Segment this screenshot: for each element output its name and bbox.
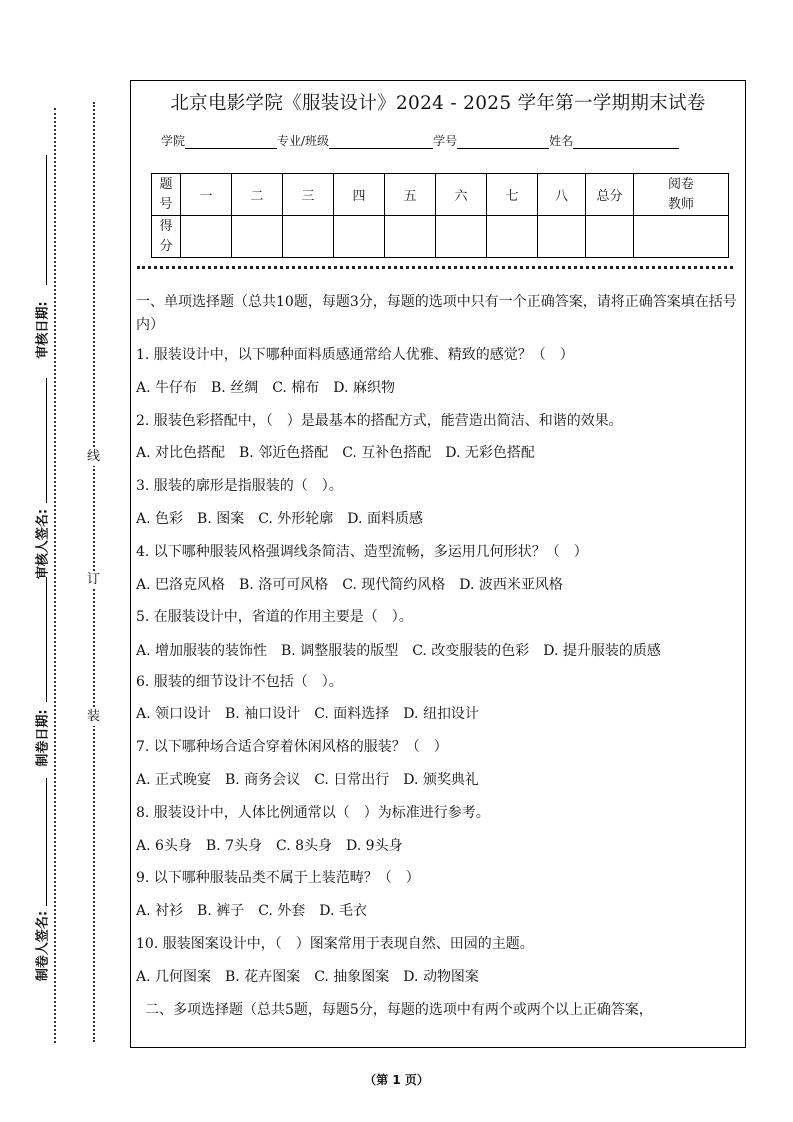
score-table-score-row bbox=[152, 216, 729, 258]
score-col-3: 三 bbox=[283, 174, 334, 216]
section1-heading: 一、单项选择题（总共10题，每题3分，每题的选项中只有一个正确答案，请将正确答案填在括号内） bbox=[136, 294, 737, 333]
paper-maker-signature-underline bbox=[46, 778, 47, 906]
dotted-separator bbox=[137, 266, 733, 269]
score-col-1: 一 bbox=[181, 174, 232, 216]
exam-title: 北京电影学院《服装设计》2024 - 2025 学年第一学期期末试卷 bbox=[170, 93, 706, 114]
score-cell-5[interactable] bbox=[385, 216, 436, 258]
question-5: 5. 在服装设计中，省道的作用主要是（ ）。 bbox=[136, 609, 413, 626]
exam-content bbox=[136, 291, 738, 1020]
binding-bind-char: 订 bbox=[87, 572, 101, 587]
question-9-options: A. 衬衫 B. 裤子 C. 外套 D. 毛衣 bbox=[136, 903, 367, 920]
question-3-options: A. 色彩 B. 图案 C. 外形轮廓 D. 面料质感 bbox=[136, 510, 423, 527]
binding-dotted-line-outer bbox=[54, 108, 56, 1043]
score-cell-8[interactable] bbox=[538, 216, 586, 258]
score-table-row1-label: 题 号 bbox=[152, 174, 181, 216]
score-table-row2-label: 得 分 bbox=[152, 216, 181, 258]
score-col-7: 七 bbox=[487, 174, 538, 216]
name-label: 姓名 bbox=[549, 134, 574, 148]
student-info-row bbox=[161, 132, 679, 149]
score-col-4: 四 bbox=[334, 174, 385, 216]
question-10-options: A. 几何图案 B. 花卉图案 C. 抽象图案 D. 动物图案 bbox=[136, 968, 479, 985]
question-4: 4. 以下哪种服装风格强调线条简洁、造型流畅，多运用几何形状？（ ） bbox=[136, 543, 588, 560]
paper-date-label: 制卷日期: bbox=[35, 709, 51, 767]
score-cell-total[interactable] bbox=[586, 216, 634, 258]
question-6: 6. 服装的细节设计不包括（ ）。 bbox=[136, 673, 343, 690]
question-8-options: A. 6头身 B. 7头身 C. 8头身 D. 9头身 bbox=[136, 837, 403, 854]
major-class-field[interactable] bbox=[329, 134, 433, 149]
question-10: 10. 服装图案设计中，（ ）图案常用于表现自然、田园的主题。 bbox=[136, 936, 534, 953]
paper-date-underline bbox=[46, 577, 47, 702]
section2-heading: 二、多项选择题（总共5题，每题5分，每题的选项中有两个或两个以上正确答案， bbox=[145, 1001, 653, 1018]
reviewer-signature-label: 审核人签名: bbox=[35, 508, 51, 580]
binding-install-char: 装 bbox=[87, 709, 101, 724]
score-col-2: 二 bbox=[232, 174, 283, 216]
binding-line-char: 线 bbox=[87, 449, 101, 464]
question-2-options: A. 对比色搭配 B. 邻近色搭配 C. 互补色搭配 D. 无彩色搭配 bbox=[136, 445, 535, 462]
question-8: 8. 服装设计中，人体比例通常以（ ）为标准进行参考。 bbox=[136, 804, 490, 821]
question-7-options: A. 正式晚宴 B. 商务会议 C. 日常出行 D. 颁奖典礼 bbox=[136, 772, 479, 789]
reviewer-signature-underline bbox=[46, 378, 47, 503]
score-cell-7[interactable] bbox=[487, 216, 538, 258]
review-date-underline bbox=[46, 155, 47, 285]
major-class-label: 专业/班级 bbox=[277, 134, 330, 148]
question-6-options: A. 领口设计 B. 袖口设计 C. 面料选择 D. 纽扣设计 bbox=[136, 706, 479, 723]
question-5-options: A. 增加服装的装饰性 B. 调整服装的版型 C. 改变服装的色彩 D. 提升服装的质感 bbox=[136, 643, 661, 660]
question-7: 7. 以下哪种场合适合穿着休闲风格的服装？（ ） bbox=[136, 739, 448, 756]
score-cell-4[interactable] bbox=[334, 216, 385, 258]
paper-maker-signature-label: 制卷人签名: bbox=[35, 910, 51, 982]
question-1-options: A. 牛仔布 B. 丝绸 C. 棉布 D. 麻织物 bbox=[136, 379, 395, 396]
name-field[interactable] bbox=[573, 134, 679, 149]
score-col-5: 五 bbox=[385, 174, 436, 216]
score-col-6: 六 bbox=[436, 174, 487, 216]
review-date-label: 审核日期: bbox=[35, 301, 51, 359]
college-field[interactable] bbox=[185, 134, 277, 149]
student-id-field[interactable] bbox=[457, 134, 549, 149]
score-col-total: 总分 bbox=[586, 174, 634, 216]
score-cell-1[interactable] bbox=[181, 216, 232, 258]
score-table-header-row bbox=[152, 174, 729, 216]
score-col-8: 八 bbox=[538, 174, 586, 216]
score-cell-6[interactable] bbox=[436, 216, 487, 258]
question-2: 2. 服装色彩搭配中，（ ）是最基本的搭配方式，能营造出简洁、和谐的效果。 bbox=[136, 412, 623, 429]
score-col-reviewer: 阅卷 教师 bbox=[634, 174, 729, 216]
score-cell-reviewer[interactable] bbox=[634, 216, 729, 258]
question-1: 1. 服装设计中，以下哪种面料质感通常给人优雅、精致的感觉？（ ） bbox=[136, 347, 574, 363]
exam-frame bbox=[130, 80, 746, 1048]
score-cell-2[interactable] bbox=[232, 216, 283, 258]
student-id-label: 学号 bbox=[433, 134, 458, 148]
question-3: 3. 服装的廓形是指服装的（ ）。 bbox=[136, 478, 343, 495]
college-label: 学院 bbox=[161, 134, 186, 148]
score-table bbox=[151, 173, 729, 258]
question-4-options: A. 巴洛克风格 B. 洛可可风格 C. 现代简约风格 D. 波西米亚风格 bbox=[136, 576, 563, 593]
score-cell-3[interactable] bbox=[283, 216, 334, 258]
page-number: （第 1 页） bbox=[364, 1073, 429, 1087]
question-9: 9. 以下哪种服装品类不属于上装范畴？（ ） bbox=[136, 870, 420, 887]
